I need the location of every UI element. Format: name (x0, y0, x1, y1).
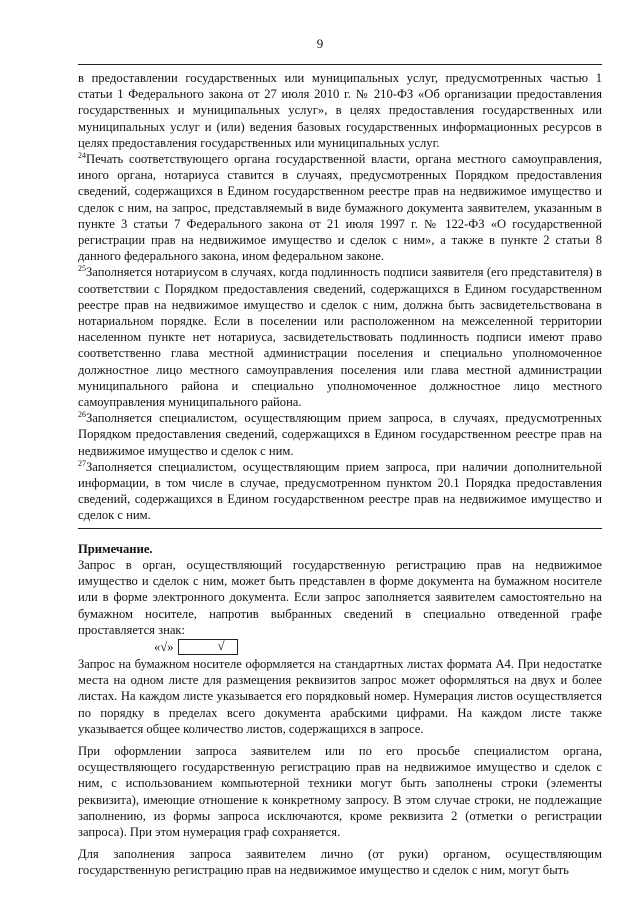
note-paragraph-4: Для заполнения запроса заявителем лично (от руки) органом, осуществляющим государственную регистрацию прав на недвижимое имущество и сделок с ним, могут быть (78, 847, 602, 878)
footnote-number: 27 (78, 458, 86, 468)
footnote-number: 26 (78, 410, 86, 420)
continuation-paragraph: в предоставлении государственных или муниципальных услуг, предусмотренных частью 1 статьи 1 Федерального закона от 27 июля 2010 г. № 210-ФЗ «Об организации предоставления государственных и муниципальных услуг», в целях предоставления государственных или муниципальных услуг и (или) ведения базовых государственных информационных ресурсов в целях предоставления государственных или муниципальных услуг. (78, 71, 602, 150)
checkmark-sample (78, 638, 602, 656)
header-rule (78, 64, 602, 65)
note-paragraph-2: Запрос на бумажном носителе оформляется на стандартных листах формата А4. При недостатке места на одном листе для размещения реквизитов запрос может оформляться на двух и более листах. На каждом листе указывается его порядковый номер. Нумерация листов осуществляется по порядку в пределах всего документа арабскими цифрами. На каждом листе также указывается общее количество листов, содержащихся в запросе. (78, 656, 602, 736)
checkmark-box (178, 639, 238, 655)
note-title: Примечание. (78, 541, 153, 556)
footnote-text: Печать соответствующего органа государственной власти, органа местного самоуправления, иного органа, нотариуса ставится в случаях, предусмотренных Порядком предоставления сведений, содержащихся в Едином государственном реестре прав на недвижимое имущество и сделок с ним, на запрос, представляемый в виде бумажного документа заявителем, указанным в пункте 3 статьи 7 Федерального закона от 21 июля 1997 г. № 122-ФЗ «О государственной регистрации прав на недвижимое имущество и сделок с ним», а также в пункте 2 статьи 8 данного федерального закона, ином федеральном законе. (78, 152, 602, 264)
section-divider (78, 528, 602, 529)
footnote-number: 24 (78, 150, 86, 160)
footnote-text: Заполняется нотариусом в случаях, когда подлинность подписи заявителя (его представителя) в соответствии с Порядком предоставления сведений, содержащихся в Едином государственном реестре прав на недвижимое имущество и сделок с ним, должна быть засвидетельствована в нотариальном порядке. Если в поселении или расположенном на межселенной территории населенном пункте нет нотариуса, засвидетельствовать подлинность подписи имеют право соответственно глава местной администрации поселения и специально уполномоченное должностное лицо местного самоуправления поселения или глава местной администрации муниципального района и специально уполномоченное должностное лицо местного самоуправления муниципального района. (78, 265, 602, 410)
page-content (78, 70, 602, 879)
footnote-24 (78, 151, 602, 264)
footnote-text: Заполняется специалистом, осуществляющим прием запроса, при наличии дополнительной информации, в том числе в случае, предусмотренном пунктом 20.1 Порядка предоставления сведений, содержащихся в Едином государственном реестре прав на недвижимое имущество и сделок с ним. (78, 459, 602, 523)
footnote-27 (78, 459, 602, 524)
checkmark-icon: √ (217, 638, 225, 653)
footnote-25 (78, 264, 602, 410)
footnote-text: Заполняется специалистом, осуществляющим прием запроса, в случаях, предусмотренных Порядком предоставления сведений, содержащихся в Едином государственном реестре прав на недвижимое имущество и сделок с ним. (78, 411, 602, 458)
checkmark-label: «√» (154, 639, 174, 654)
page-number: 9 (316, 36, 324, 51)
footnote-26 (78, 410, 602, 459)
note-paragraph-1: Запрос в орган, осуществляющий государственную регистрацию прав на недвижимое имущество и сделок с ним, может быть представлен в форме документа на бумажном носителе или в форме электронного документа. Если запрос заполняется заявителем самостоятельно на бумажном носителе, напротив выбранных сведений в специально отведенной графе проставляется знак: (78, 557, 602, 637)
note-paragraph-3: При оформлении запроса заявителем или по его просьбе специалистом органа, осуществляющего государственную регистрацию прав на недвижимое имущество и сделок с ним, с использованием компьютерной техники могут быть заполнены строки (элементы реквизита), имеющие отношение к конкретному запросу. В этом случае строки, не подлежащие заполнению, из формы запроса исключаются, кроме реквизита 2 (отметки о регистрации запроса). При этом нумерация граф сохраняется. (78, 743, 602, 839)
footnote-number: 25 (78, 264, 86, 274)
